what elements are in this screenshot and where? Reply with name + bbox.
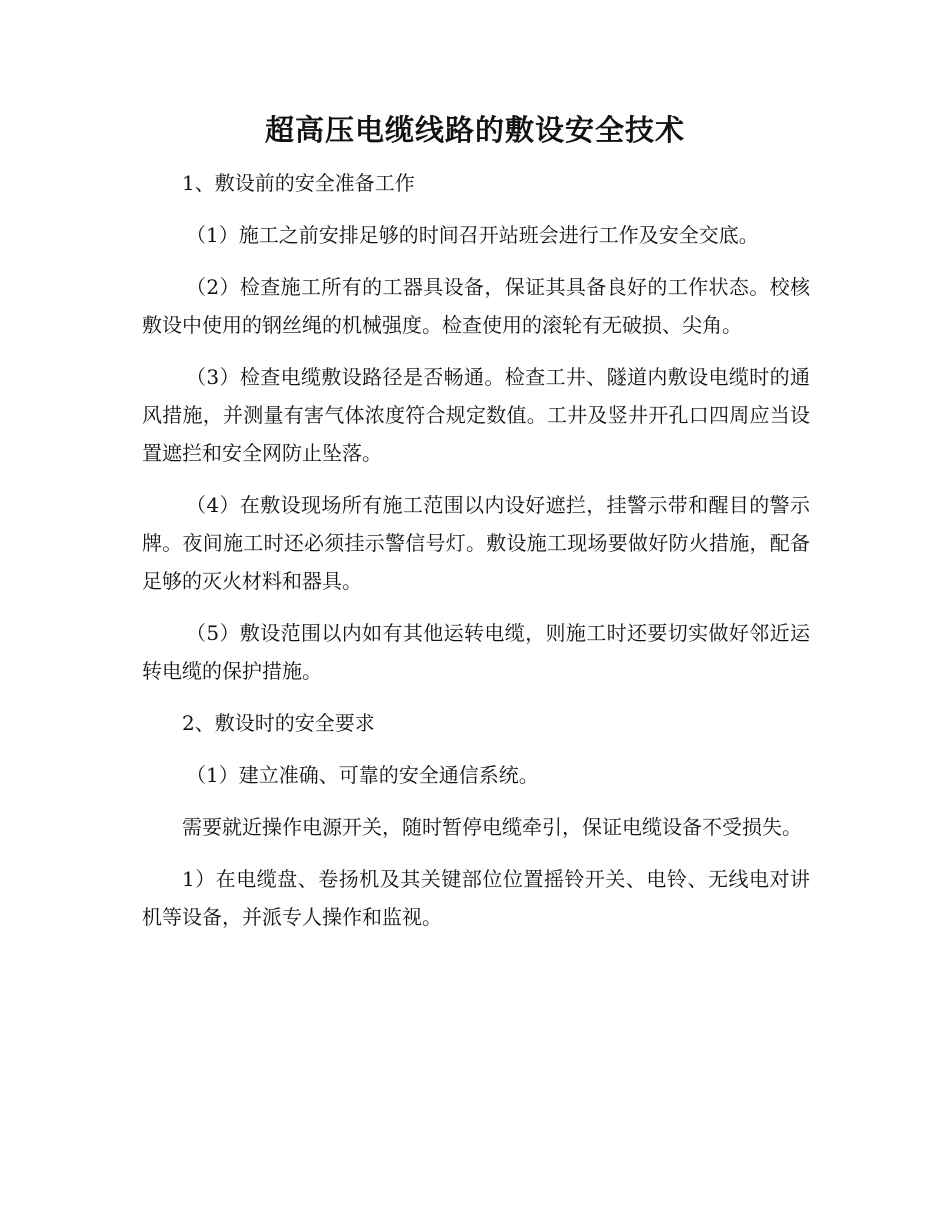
section-heading-2: 2、敷设时的安全要求 [182,711,375,735]
section-heading-1: 1、敷设前的安全准备工作 [182,171,415,195]
document-title: 超高压电缆线路的敷设安全技术 [264,113,685,147]
paragraph: （3）检查电缆敷设路径是否畅通。检查工井、隧道内敷设电缆时的通风措施，并测量有害气体浓度符合规定数值。工井及竖井开孔口四周应当设置遮拦和安全网防止坠落。 [142,365,810,465]
paragraph: 1）在电缆盘、卷扬机及其关键部位位置摇铃开关、电铃、无线电对讲机等设备，并派专人操作和监视。 [142,867,810,929]
paragraph: （1）施工之前安排足够的时间召开站班会进行工作及安全交底。 [186,223,759,247]
paragraph: （1）建立准确、可靠的安全通信系统。 [186,763,539,787]
paragraph: （5）敷设范围以内如有其他运转电缆，则施工时还要切实做好邻近运转电缆的保护措施。 [142,621,810,683]
paragraph: （4）在敷设现场所有施工范围以内设好遮拦，挂警示带和醒目的警示牌。夜间施工时还必须挂示警信号灯。敷设施工现场要做好防火措施，配备足够的灭火材料和器具。 [142,493,810,593]
paragraph: 需要就近操作电源开关，随时暂停电缆牵引，保证电缆设备不受损失。 [182,815,802,839]
document-body [142,164,810,950]
paragraph: （2）检查施工所有的工器具设备，保证其具备良好的工作状态。校核敷设中使用的钢丝绳的机械强度。检查使用的滚轮有无破损、尖角。 [142,275,810,337]
